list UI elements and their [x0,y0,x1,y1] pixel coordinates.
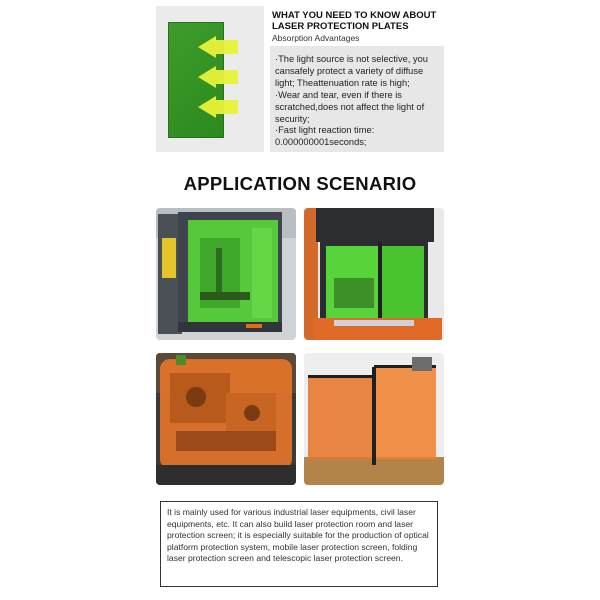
description-box: It is mainly used for various industrial laser equipments, civil laser equipments, etc. It can also build laser protection room and laser protection screen; it is especially suitable for the production of optical platform protection system, mobile laser protection screen, folding laser protection screen and telescopic laser protection screen. [160,501,438,587]
green-laser-machine-photo [156,208,296,340]
advantage-point: ·Fast light reaction time: 0.000000001seconds; [275,125,375,148]
info-title [272,10,452,32]
arrow-icon [198,36,238,58]
plate-illustration [156,6,264,152]
advantage-point: ·The light source is not selective, you cansafely protect a variety of diffuse light; Theattenuation rate is high; [275,54,428,88]
info-title-line2: LASER PROTECTION PLATES [272,21,409,32]
arrow-icon [198,66,238,88]
info-subtitle: Absorption Advantages [272,33,360,43]
orange-industrial-machine-photo [156,353,296,485]
info-title-line1: WHAT YOU NEED TO KNOW ABOUT [272,10,437,21]
green-enclosure-cabinet-photo [304,208,444,340]
arrow-icon [198,96,238,118]
advantages-box [270,46,444,152]
orange-folding-screen-photo [304,353,444,485]
advantage-point: ·Wear and tear, even if there is scratched,does not affect the light of security; [275,89,425,124]
section-heading: APPLICATION SCENARIO [183,173,417,194]
